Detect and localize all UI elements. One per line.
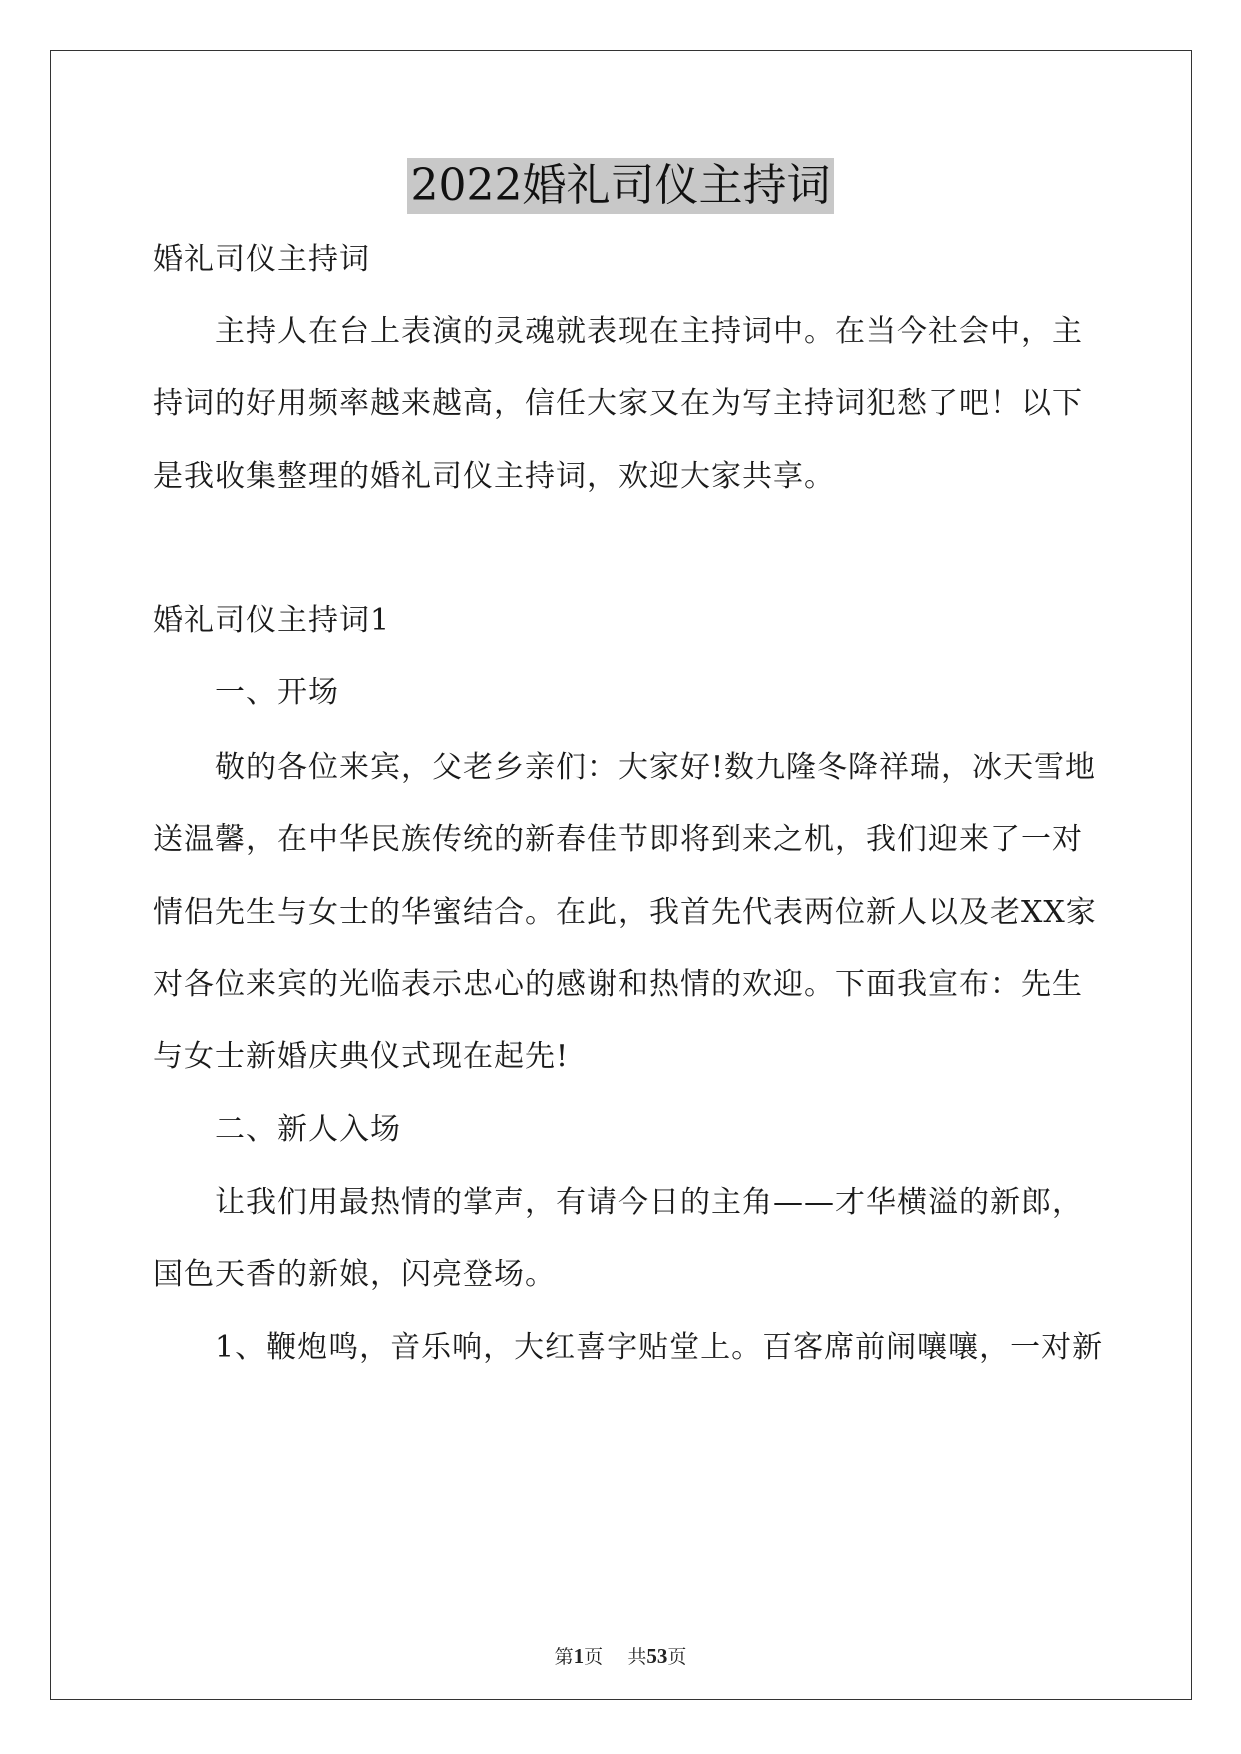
paragraph-line: 与女士新婚庆典仪式现在起先! bbox=[153, 1039, 570, 1074]
section-heading: 婚礼司仪主持词 bbox=[153, 242, 370, 277]
title-block bbox=[0, 158, 1241, 214]
subsection-heading: 一、开场 bbox=[215, 675, 339, 710]
paragraph-line: 送温馨，在中华民族传统的新春佳节即将到来之机，我们迎来了一对 bbox=[153, 822, 1083, 857]
subsection-heading: 二、新人入场 bbox=[215, 1112, 401, 1147]
page-number: 1 bbox=[573, 1644, 585, 1668]
paragraph-line: 1、鞭炮鸣，音乐响，大红喜字贴堂上。百客席前闹嚷嚷，一对新 bbox=[215, 1330, 1104, 1365]
page-unit: 页 bbox=[584, 1646, 604, 1668]
page-border bbox=[50, 50, 1192, 1700]
paragraph-line: 主持人在台上表演的灵魂就表现在主持词中。在当今社会中，主 bbox=[215, 314, 1083, 349]
paragraph-line: 情侣先生与女士的华蜜结合。在此，我首先代表两位新人以及老XX家 bbox=[153, 895, 1097, 930]
page-prefix: 第 bbox=[554, 1646, 574, 1668]
total-prefix: 共 bbox=[627, 1646, 647, 1668]
total-unit: 页 bbox=[667, 1646, 687, 1668]
paragraph-line: 敬的各位来宾，父老乡亲们：大家好!数九隆冬降祥瑞，冰天雪地 bbox=[215, 750, 1097, 785]
paragraph-line: 持词的好用频率越来越高，信任大家又在为写主持词犯愁了吧！以下 bbox=[153, 386, 1083, 421]
total-pages: 53 bbox=[646, 1644, 668, 1668]
paragraph-line: 对各位来宾的光临表示忠心的感谢和热情的欢迎。下面我宣布：先生 bbox=[153, 967, 1083, 1002]
section-heading: 婚礼司仪主持词1 bbox=[153, 603, 391, 638]
paragraph-line: 国色天香的新娘，闪亮登场。 bbox=[153, 1257, 556, 1292]
document-title: 2022婚礼司仪主持词 bbox=[407, 158, 835, 214]
page-footer bbox=[0, 1644, 1241, 1669]
paragraph-line: 是我收集整理的婚礼司仪主持词，欢迎大家共享。 bbox=[153, 459, 835, 494]
paragraph-line: 让我们用最热情的掌声，有请今日的主角——才华横溢的新郎， bbox=[215, 1185, 1083, 1220]
